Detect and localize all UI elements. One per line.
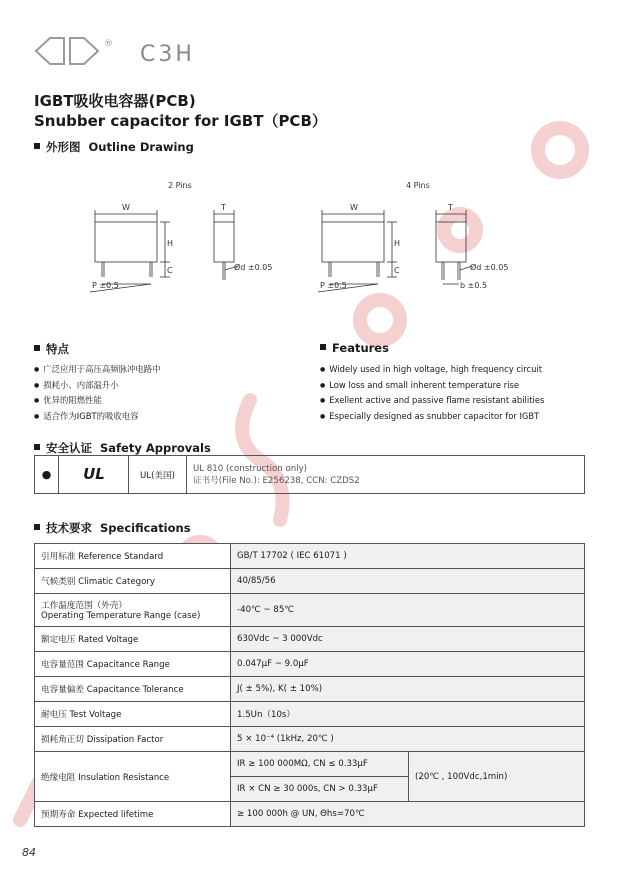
dim-w: W: [122, 203, 130, 212]
table-row: [35, 456, 585, 494]
dim-t: T: [221, 203, 226, 212]
table-row: 工作温度范围（外壳） Operating Temperature Range (case) -40℃ ~ 85℃: [35, 594, 585, 627]
table-row: 电容量偏差 Capacitance Tolerance J( ± 5%), K( ± 10%): [35, 677, 585, 702]
table-row: 预期寿命 Expected lifetime ≥ 100 000h @ UN, Θhs=70℃: [35, 802, 585, 827]
approval-details: UL 810 (construction only) 证书号(File No.): E256238, CCN: CZDS2: [187, 456, 585, 494]
features-heading-cn: 特点: [34, 341, 69, 357]
company-logo: [34, 36, 124, 66]
table-row: 气候类别 Climatic Category 40/85/56: [35, 569, 585, 594]
table-row: 绝缘电阻 Insulation Resistance IR ≥ 100 000MΩ, CN ≤ 0.33μF (20℃ , 100Vdc,1min): [35, 752, 585, 777]
title-cn: IGBT吸收电容器(PCB): [34, 92, 196, 110]
table-row: 引用标准 Reference Standard GB/T 17702 ( IEC 61071 ): [35, 544, 585, 569]
list-item: ● Especially designed as snubber capacitor for IGBT: [320, 409, 544, 425]
approvals-table: [34, 455, 585, 494]
bullet-square-icon: [34, 444, 40, 450]
title-en: Snubber capacitor for IGBT（PCB）: [34, 112, 327, 130]
ul-logo-icon: [77, 462, 111, 484]
approval-region: UL(美国): [129, 456, 187, 494]
specs-table: [34, 543, 585, 827]
list-item: ● 损耗小、内部温升小: [34, 378, 161, 394]
features-list-en: [320, 362, 544, 424]
dim-c-4: C: [394, 266, 400, 275]
list-item: ● Widely used in high voltage, high frequency circuit: [320, 362, 544, 378]
dim-p-4: P ±0.5: [320, 281, 347, 290]
bullet-square-icon: [34, 345, 40, 351]
dim-d: Ød ±0.05: [234, 263, 273, 272]
table-row: 额定电压 Rated Voltage 630Vdc ~ 3 000Vdc: [35, 627, 585, 652]
table-row: 电容量范围 Capacitance Range 0.047μF ~ 9.0μF: [35, 652, 585, 677]
outline-drawing: [80, 180, 540, 300]
dim-t-4: T: [448, 203, 453, 212]
dim-p: P ±0.5: [92, 281, 119, 290]
bullet-square-icon: [320, 344, 326, 350]
label-2-pins: 2 Pins: [168, 181, 192, 190]
series-code: C3H: [140, 42, 195, 67]
table-row: 耐电压 Test Voltage 1.5Un（10s）: [35, 702, 585, 727]
dim-h-4: H: [394, 239, 401, 248]
list-item: ● 适合作为IGBT的吸收电容: [34, 409, 161, 425]
registered-mark: ®: [104, 39, 113, 49]
bullet-square-icon: [34, 524, 40, 530]
label-4-pins: 4 Pins: [406, 181, 430, 190]
table-row: 损耗角正切 Dissipation Factor 5 × 10⁻⁴ (1kHz, 20℃ ): [35, 727, 585, 752]
features-list-cn: [34, 362, 161, 424]
list-item: ● 广泛应用于高压高频脉冲电路中: [34, 362, 161, 378]
list-item: ● Low loss and small inherent temperature rise: [320, 378, 544, 394]
dim-c: C: [167, 266, 173, 275]
dim-h: H: [167, 239, 174, 248]
bullet-square-icon: [34, 143, 40, 149]
specs-heading: 技术要求 Specifications: [34, 520, 191, 536]
outline-heading: 外形图 Outline Drawing: [34, 139, 194, 155]
approvals-heading: 安全认证 Safety Approvals: [34, 440, 211, 456]
table-row: IR × CN ≥ 30 000s, CN > 0.33μF: [35, 777, 585, 802]
svg-text:UL: UL: [82, 465, 105, 483]
dim-d-4: Ød ±0.05: [470, 263, 509, 272]
ul-logo-cell: [59, 456, 129, 494]
approval-bullet: ●: [35, 456, 59, 494]
page-number: 84: [22, 846, 36, 859]
dim-w-4: W: [350, 203, 358, 212]
list-item: ● Exellent active and passive flame resistant abilities: [320, 393, 544, 409]
dim-b: b ±0.5: [460, 281, 488, 290]
features-heading-en: Features: [320, 341, 389, 355]
list-item: ● 优异的阻燃性能: [34, 393, 161, 409]
